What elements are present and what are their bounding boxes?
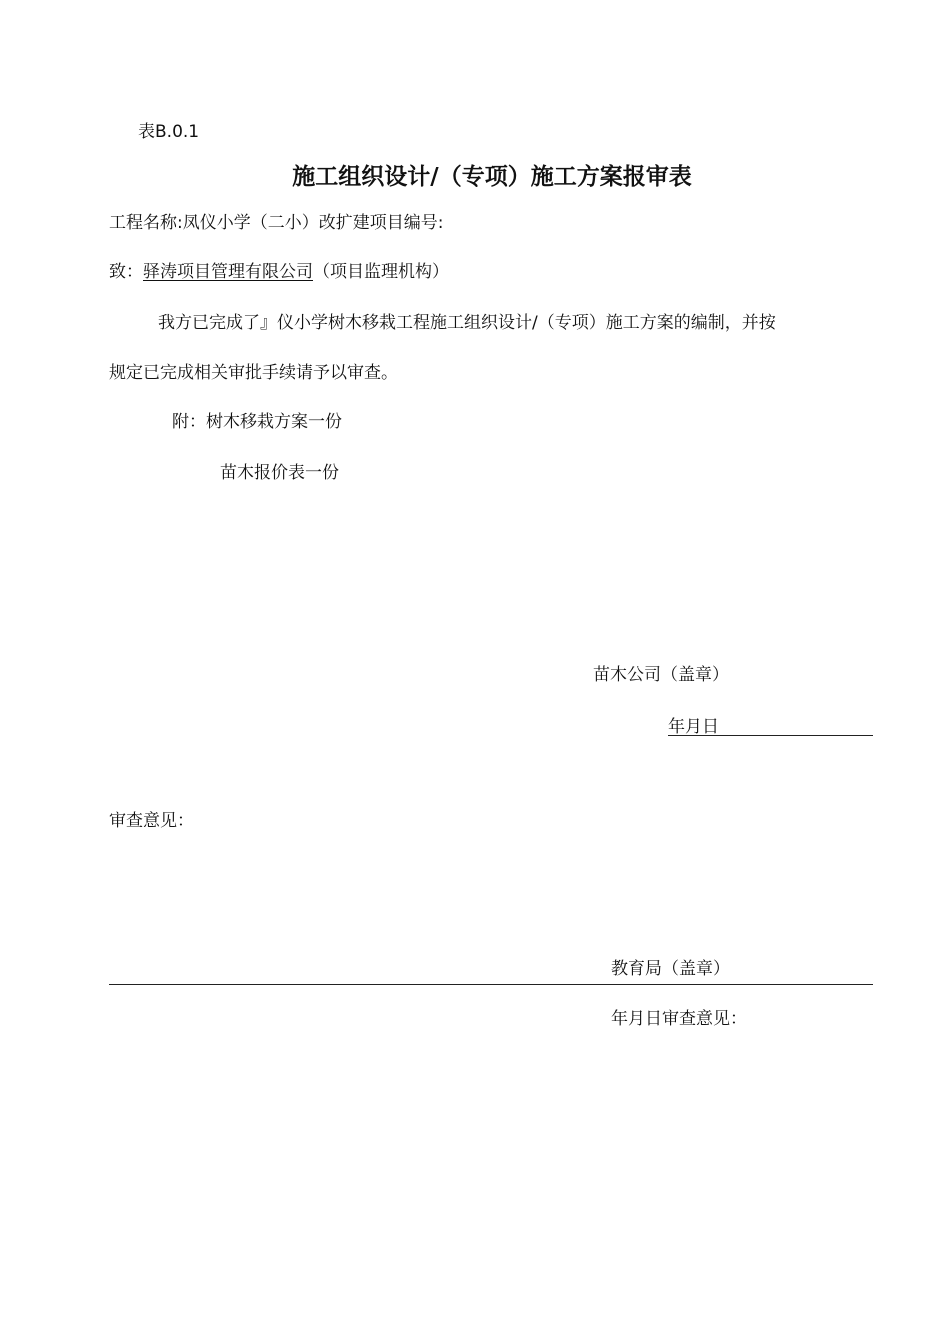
review-date-label: 年月日审查意见： <box>611 1009 747 1029</box>
recipient-name: 驿涛项目管理有限公司 <box>143 262 313 282</box>
recipient-suffix: （项目监理机构） <box>313 262 449 282</box>
contractor-date-underline <box>668 735 873 736</box>
recipient-line <box>109 261 449 283</box>
contractor-date-label: 年月日 <box>668 717 719 737</box>
project-name-line: 工程名称:凤仪小学（二小）改扩建项目编号: <box>109 213 444 233</box>
contractor-stamp-label: 苗木公司（盖章） <box>593 665 729 685</box>
section-divider <box>109 984 873 985</box>
attachment-line-1 <box>172 411 342 433</box>
form-code: 表B.0.1 <box>138 122 200 142</box>
review-stamp-label: 教育局（盖章） <box>611 959 730 979</box>
attachment-item-2: 苗木报价表一份 <box>220 463 339 483</box>
attachment-item-1: 树木移栽方案一份 <box>206 412 342 432</box>
body-line-2: 规定已完成相关审批手续请予以审查。 <box>109 363 398 383</box>
recipient-prefix: 致： <box>109 262 143 282</box>
attachment-label: 附： <box>172 412 206 432</box>
review-label: 审查意见： <box>109 811 194 831</box>
page-title: 施工组织设计/（专项）施工方案报审表 <box>292 164 692 190</box>
body-line-1: 我方已完成了』仪小学树木移栽工程施工组织设计/（专项）施工方案的编制，并按 <box>158 313 776 333</box>
